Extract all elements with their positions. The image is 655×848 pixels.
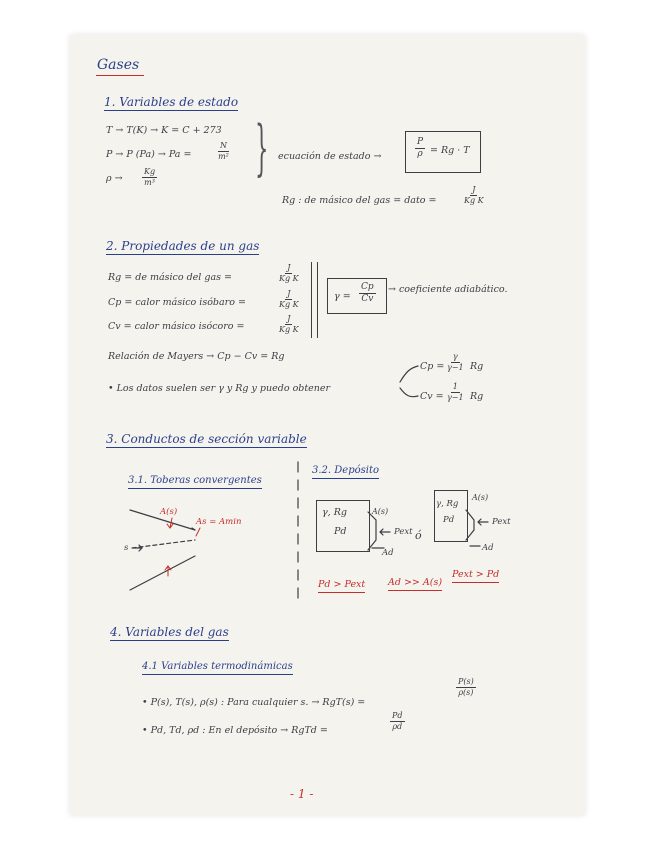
cv-formula: Cv = [420,391,444,402]
density-line: ρ → [106,173,123,184]
nozzle-area-label: A(s) [160,507,178,517]
s-arrow [133,545,142,551]
state-eq-num: P [417,137,424,147]
cv-formula-den: γ−1 [447,393,464,402]
branch-arrow-cv [400,388,418,397]
rg-unit-num: J [472,185,476,194]
nozzle-s-label: s [124,543,129,553]
cv-formula-rg: Rg [470,391,484,402]
cv-row-num: J [287,314,291,323]
temperature-line: T → T(K) → K = C + 273 [106,125,222,136]
gamma-num: Cp [361,282,374,292]
rg-row: Rg = de másico del gas = [108,272,232,283]
nozzle-bottom-wall [130,556,195,590]
nozzle-top-wall [130,507,195,530]
tank-left-pd: Pd [334,526,347,537]
subsection-3-1: 3.1. Toberas convergentes [128,476,262,489]
cp-formula-num: γ [452,352,458,361]
deposit-frac-den: ρd [392,722,403,731]
state-eq-den: ρ [417,149,423,159]
nozzle-min-area-label: As = Amin [196,517,242,527]
tank-left-outlet [368,512,376,550]
tank-right-gamma: γ, Rg [436,499,459,509]
branch-arrow-cp [400,366,418,382]
state-equation-rest: = Rg · T [430,145,470,156]
tank-right-outlet [466,510,474,540]
page-title: Gases [97,57,140,73]
tank-right-pext-arrow [478,519,488,525]
gamma-eq: γ = [334,291,351,302]
condition-pext-gt-pd: Pext > Pd [452,570,499,583]
rg-row-num: J [287,263,291,272]
tank-right-pext: Pext [492,517,511,527]
generic-frac-num: P(s) [458,677,474,686]
cp-formula-rg: Rg [470,361,484,372]
condition-pd-gt-pext: Pd > Pext [318,580,365,593]
cp-formula-den: γ−1 [447,363,464,372]
page-number: - 1 - [290,787,314,801]
density-unit-den: m³ [144,178,155,187]
subsection-4-1: 4.1 Variables termodinámicas [142,662,293,675]
pressure-unit-num: N [220,141,227,150]
pressure-unit-den: m² [218,152,229,161]
section-1-heading: 1. Variables de estado [104,95,239,109]
section-4-heading: 4. Variables del gas [110,625,229,639]
rg-definition: Rg : de másico del gas = dato = [282,195,437,206]
subsection-3-2: 3.2. Depósito [312,466,379,479]
state-equation-label: ecuación de estado → [278,151,382,162]
section-3-heading: 3. Conductos de sección variable [106,432,307,446]
tank-left-pext: Pext [394,527,413,537]
tank-right-pd: Pd [443,515,455,525]
tank-left-area: A(s) [372,507,389,516]
tank-left-gamma: γ, Rg [322,507,347,518]
cp-row-den: Kg K [279,300,299,309]
rg-row-den: Kg K [279,274,299,283]
deposit-frac-num: Pd [392,711,403,720]
section-2-heading: 2. Propiedades de un gas [106,239,260,253]
pressure-line: P → P (Pa) → Pa = [106,149,192,160]
cp-row-num: J [287,289,291,298]
data-bullet: • Los datos suelen ser γ y Rg y puedo obtener [108,383,331,394]
tank-right-area: A(s) [472,493,489,502]
mayer-relation: Relación de Mayers → Cp − Cv = Rg [108,351,285,362]
tank-left-pext-arrow [380,529,390,535]
density-unit-num: Kg [144,167,156,176]
cp-formula: Cp = [420,361,445,372]
cv-row: Cv = calor másico isócoro = [108,321,245,332]
tank-right-ad: Ad [482,543,494,553]
condition-ad-gg-as: Ad >> A(s) [388,578,442,591]
cv-row-den: Kg K [279,325,299,334]
rg-unit-den: Kg K [464,196,484,205]
gamma-label: → coeficiente adiabático. [388,284,508,295]
or-label: ó [415,529,422,542]
bullet-deposit-state: • Pd, Td, ρd : En el depósito → RgTd = [142,725,328,736]
generic-frac-den: ρ(s) [458,688,474,697]
cp-row: Cp = calor másico isóbaro = [108,297,246,308]
nozzle-min-arrow [196,528,200,536]
bullet-generic-state: • P(s), T(s), ρ(s) : Para cualquier s. → RgT(s) = [142,697,366,708]
cv-formula-num: 1 [452,382,458,391]
gamma-den: Cv [361,294,374,304]
tank-left-ad: Ad [382,548,394,558]
brace: } [255,113,269,183]
